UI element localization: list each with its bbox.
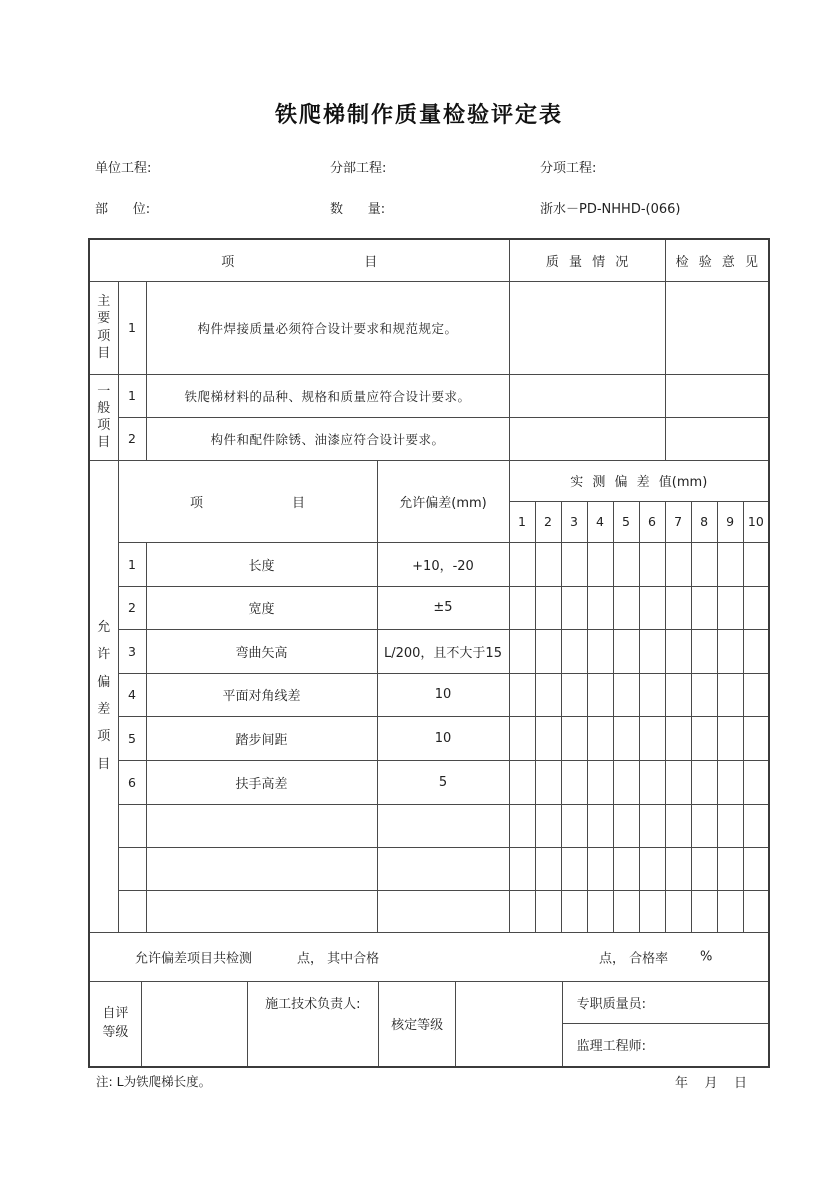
measured-col-number: 9 <box>717 501 743 542</box>
deviation-row-allow: 10 <box>377 673 509 716</box>
measured-value-cell <box>665 542 691 586</box>
measured-value-cell <box>561 760 587 804</box>
measured-value-cell <box>613 542 639 586</box>
item-header-char: 目 <box>364 254 378 270</box>
item-text: 构件和配件除锈、油漆应符合设计要求。 <box>146 417 509 460</box>
measured-value-cell <box>535 890 561 932</box>
measured-value-cell <box>743 673 769 716</box>
deviation-row-allow: 5 <box>377 760 509 804</box>
deviation-row-name: 踏步间距 <box>146 716 377 760</box>
measured-value-cell <box>743 586 769 629</box>
division-project-label: 分部工程: <box>330 161 387 176</box>
deviation-row-allow: L/200，且不大于15 <box>377 629 509 673</box>
deviation-row-number: 6 <box>118 760 146 804</box>
form-title: 铁爬梯制作质量检验评定表 <box>274 103 563 128</box>
measured-value-cell <box>535 586 561 629</box>
deviation-row-name <box>146 847 377 890</box>
deviation-row-allow <box>377 890 509 932</box>
deviation-row-name: 弯曲矢高 <box>146 629 377 673</box>
deviation-row-allow <box>377 804 509 847</box>
inspection-opinion-cell <box>665 417 769 460</box>
measured-value-cell <box>535 629 561 673</box>
measured-value-cell <box>691 542 717 586</box>
measured-col-number: 8 <box>691 501 717 542</box>
measured-value-cell <box>717 629 743 673</box>
measured-value-cell <box>509 673 535 716</box>
measured-col-number: 3 <box>561 501 587 542</box>
item-text: 构件焊接质量必须符合设计要求和规范规定。 <box>146 281 509 374</box>
verified-rating-label-cell: 核定等级 <box>379 982 456 1066</box>
measured-value-cell <box>535 542 561 586</box>
measured-value-cell <box>691 716 717 760</box>
measured-value-cell <box>613 890 639 932</box>
measured-value-cell <box>613 847 639 890</box>
measured-col-number: 2 <box>535 501 561 542</box>
column-header-inspection-opinion: 检 验 意 见 <box>665 239 769 281</box>
measured-value-cell <box>509 847 535 890</box>
measured-value-cell <box>639 542 665 586</box>
deviation-row-number: 1 <box>118 542 146 586</box>
deviation-row-number: 4 <box>118 673 146 716</box>
measured-value-cell <box>561 629 587 673</box>
measured-value-cell <box>691 586 717 629</box>
item-text: 铁爬梯材料的品种、规格和质量应符合设计要求。 <box>146 374 509 417</box>
measured-value-cell <box>639 716 665 760</box>
measured-value-cell <box>561 890 587 932</box>
deviation-row-allow: +10，-20 <box>377 542 509 586</box>
tech-lead-signature-cell: 施工技术负责人: <box>248 982 380 1066</box>
inspection-opinion-cell <box>665 281 769 374</box>
measured-value-cell <box>561 673 587 716</box>
measured-value-cell <box>665 586 691 629</box>
summary-percent-label: % <box>700 949 713 964</box>
footnote: 注: L为铁爬梯长度。 <box>96 1074 212 1089</box>
measured-value-cell <box>743 847 769 890</box>
measured-value-cell <box>613 629 639 673</box>
deviation-row-allow <box>377 847 509 890</box>
measured-value-cell <box>639 804 665 847</box>
measured-value-cell <box>665 890 691 932</box>
item-number: 1 <box>118 374 146 417</box>
measured-value-cell <box>717 760 743 804</box>
column-header-quality-status: 质 量 情 况 <box>509 239 665 281</box>
measured-value-cell <box>587 629 613 673</box>
measured-value-cell <box>743 804 769 847</box>
measured-value-cell <box>717 673 743 716</box>
deviation-row-name: 平面对角线差 <box>146 673 377 716</box>
item-number: 2 <box>118 417 146 460</box>
measured-value-cell <box>535 716 561 760</box>
deviation-row-allow: 10 <box>377 716 509 760</box>
deviation-row-number <box>118 847 146 890</box>
measured-value-cell <box>665 804 691 847</box>
measured-value-cell <box>717 804 743 847</box>
deviation-row-number: 5 <box>118 716 146 760</box>
measured-value-cell <box>717 847 743 890</box>
allowed-deviation-header: 允许偏差(mm) <box>377 460 509 542</box>
measured-value-cell <box>587 542 613 586</box>
measured-value-cell <box>691 673 717 716</box>
item-header-char: 目 <box>291 495 305 511</box>
measured-value-cell <box>535 804 561 847</box>
deviation-row-number: 3 <box>118 629 146 673</box>
summary-rate-label: 点， 合格率 <box>599 951 669 966</box>
measured-value-cell <box>691 760 717 804</box>
measured-value-cell <box>587 716 613 760</box>
measured-value-cell <box>535 673 561 716</box>
quality-status-cell <box>509 281 665 374</box>
quality-status-cell <box>509 417 665 460</box>
quality-status-cell <box>509 374 665 417</box>
inspection-table <box>88 238 770 1068</box>
quality-officer-signature: 专职质量员: <box>563 982 768 1025</box>
measured-value-cell <box>665 760 691 804</box>
self-rating-value-cell <box>142 982 248 1066</box>
item-header-char: 项 <box>221 254 235 270</box>
measured-value-cell <box>639 629 665 673</box>
measured-value-cell <box>561 716 587 760</box>
measured-col-number: 5 <box>613 501 639 542</box>
measured-value-cell <box>665 847 691 890</box>
measured-value-cell <box>743 629 769 673</box>
part-label: 部 位: <box>95 202 151 217</box>
quantity-label: 数 量: <box>330 202 386 217</box>
deviation-row-name <box>146 804 377 847</box>
measured-col-number: 7 <box>665 501 691 542</box>
unit-project-label: 单位工程: <box>95 161 152 176</box>
measured-value-cell <box>743 542 769 586</box>
measured-value-cell <box>561 542 587 586</box>
measured-value-cell <box>639 890 665 932</box>
measured-value-cell <box>509 760 535 804</box>
measured-value-cell <box>639 586 665 629</box>
measured-value-cell <box>561 804 587 847</box>
measured-value-cell <box>717 586 743 629</box>
deviation-row-name: 宽度 <box>146 586 377 629</box>
measured-col-number: 10 <box>743 501 769 542</box>
measured-value-cell <box>691 629 717 673</box>
measured-value-cell <box>561 586 587 629</box>
measured-value-cell <box>691 804 717 847</box>
measured-value-cell <box>509 542 535 586</box>
deviation-row-name <box>146 890 377 932</box>
deviation-row-allow: ±5 <box>377 586 509 629</box>
deviation-row-number: 2 <box>118 586 146 629</box>
measured-value-cell <box>587 890 613 932</box>
measured-value-cell <box>665 673 691 716</box>
measured-value-cell <box>587 760 613 804</box>
inspection-opinion-cell <box>665 374 769 417</box>
measured-value-cell <box>613 760 639 804</box>
doc-code: 浙水－PD-NHHD-(066) <box>540 202 681 217</box>
item-number: 1 <box>118 281 146 374</box>
summary-row <box>90 933 768 981</box>
measured-col-number: 4 <box>587 501 613 542</box>
deviation-row-name: 长度 <box>146 542 377 586</box>
measured-value-cell <box>587 586 613 629</box>
measured-value-cell <box>743 716 769 760</box>
group-label-deviation: 允许偏差项目 <box>89 460 118 932</box>
measured-value-cell <box>509 629 535 673</box>
measured-value-cell <box>665 716 691 760</box>
measured-value-cell <box>639 847 665 890</box>
measured-value-cell <box>613 716 639 760</box>
deviation-row-number <box>118 804 146 847</box>
measured-value-cell <box>509 586 535 629</box>
measured-value-cell <box>717 890 743 932</box>
measured-value-cell <box>587 804 613 847</box>
signoff-row <box>90 982 768 1066</box>
measured-value-cell <box>743 760 769 804</box>
measured-deviation-header: 实 测 偏 差 值(mm) <box>509 460 769 501</box>
signature-cell <box>563 982 768 1066</box>
measured-value-cell <box>535 847 561 890</box>
measured-value-cell <box>587 673 613 716</box>
summary-points-label: 点， 其中合格 <box>297 951 380 966</box>
measured-value-cell <box>561 847 587 890</box>
measured-value-cell <box>639 673 665 716</box>
measured-value-cell <box>665 629 691 673</box>
deviation-item-header <box>118 460 377 542</box>
deviation-row-name: 扶手高差 <box>146 760 377 804</box>
group-label-primary: 主要项目 <box>89 281 118 374</box>
measured-value-cell <box>509 890 535 932</box>
measured-value-cell <box>535 760 561 804</box>
measured-value-cell <box>587 847 613 890</box>
deviation-row-number <box>118 890 146 932</box>
measured-value-cell <box>613 804 639 847</box>
measured-value-cell <box>509 804 535 847</box>
measured-value-cell <box>691 847 717 890</box>
subitem-project-label: 分项工程: <box>540 161 597 176</box>
date-placeholder: 年 月 日 <box>675 1076 748 1091</box>
measured-value-cell <box>509 716 535 760</box>
verified-rating-value-cell <box>456 982 563 1066</box>
measured-value-cell <box>691 890 717 932</box>
measured-col-number: 1 <box>509 501 535 542</box>
measured-value-cell <box>717 542 743 586</box>
measured-value-cell <box>613 586 639 629</box>
supervisor-signature: 监理工程师: <box>576 1039 647 1055</box>
column-header-item <box>89 239 509 281</box>
item-header-char: 项 <box>190 495 204 511</box>
measured-value-cell <box>717 716 743 760</box>
measured-value-cell <box>613 673 639 716</box>
self-rating-label-cell: 自评等级 <box>90 982 142 1066</box>
measured-value-cell <box>743 890 769 932</box>
summary-checked-label: 允许偏差项目共检测 <box>135 951 253 966</box>
group-label-general: 一般项目 <box>89 374 118 460</box>
measured-col-number: 6 <box>639 501 665 542</box>
measured-value-cell <box>639 760 665 804</box>
